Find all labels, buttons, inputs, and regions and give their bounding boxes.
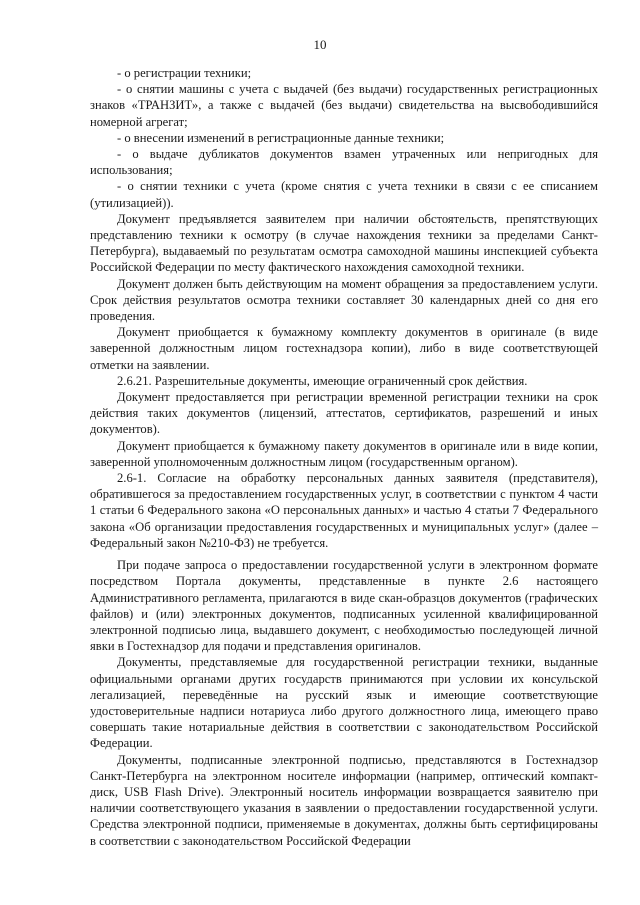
paragraph-attachment: Документ приобщается к бумажному комплекту документов в оригинале (в виде заверенной должностным лицом гостехнадзора копии), либо в виде соответствующей отметки на заявлении. bbox=[90, 325, 598, 372]
paragraph-validity: Документ должен быть действующим на момент обращения за предоставлением услуги. Срок действия результатов осмотра техники составляет 30 календарных дней со дня его проведения. bbox=[90, 276, 598, 324]
list-item-registration: - о регистрации техники; bbox=[117, 66, 252, 80]
paragraph-temporary-registration: Документ предоставляется при регистрации временной регистрации техники на срок действия таких документов (лицензий, аттестатов, сертификатов, разрешений и иных документов). bbox=[90, 390, 598, 437]
list-item-duplicates: - о выдаче дубликатов документов взамен утраченных или непригодных для использования; bbox=[90, 147, 598, 178]
page-number: 10 bbox=[313, 37, 327, 52]
paragraph-electronic-request: При подаче запроса о предоставлении государственной услуги в электронном формате посредством Портала документы, представленные в пункте 2.6 настоящего Административного регламента, прилагаются в виде скан-образцов документов (графических файлов) и (или) электронных документов, подписанных усиленной квалифицированной электронной подписью лица, выдавшего документ, с необходимостью последующей личной явки в Гостехнадзор для подачи и представления оригиналов. bbox=[90, 558, 598, 654]
paragraph-paper-package: Документ приобщается к бумажному пакету документов в оригинале или в виде копии, заверенной уполномоченным должностным лицом (государственным органом). bbox=[90, 438, 598, 469]
section-2-6-21: 2.6.21. Разрешительные документы, имеющие ограниченный срок действия. bbox=[117, 373, 528, 388]
list-item-deregistration: - о снятии техники с учета (кроме снятия с учета техники в связи с ее списанием (утилизацией)). bbox=[90, 179, 598, 210]
list-item-data-changes: - о внесении изменений в регистрационные данные техники; bbox=[117, 130, 445, 145]
paragraph-electronic-signature: Документы, подписанные электронной подписью, представляются в Гостехнадзор Санкт-Петербурга на электронном носителе информации (например, оптический компакт-диск, USB Flash Drive). Электронный носитель информации возвращается заявителю при наличии соответствующего указания в заявлении о предоставлении государственной услуги. Средства электронной подписи, применяемые в документах, должны быть сертифицированы в соответствии с законодательством Российской Федерации bbox=[90, 752, 598, 848]
document-body bbox=[90, 65, 598, 849]
paragraph-inspection-document: Документ предъявляется заявителем при наличии обстоятельств, препятствующих представлению техники к осмотру (в случае нахождения техники за пределами Санкт-Петербурга), выдаваемый по результатам осмотра самоходной машины инспекцией субъекта Российской Федерации по месту фактического нахождения самоходной техники. bbox=[90, 211, 598, 275]
paragraph-foreign-documents: Документы, представляемые для государственной регистрации техники, выданные официальными органами других государств принимаются при условии их консульской легализацией, переведённые на русский язык и имеющие соответствующие удостоверительные надписи нотариуса либо другого должностного лица, имеющего право совершать такие нотариальные действия в соответствии с законодательством Российской Федерации. bbox=[90, 655, 598, 751]
section-2-6-1: 2.6-1. Согласие на обработку персональных данных заявителя (представителя), обратившегося за предоставлением государственных услуг, в соответствии с пунктом 4 части 1 статьи 6 Федерального закона «О персональных данных» и частью 4 статьи 7 Федерального закона «Об организации предоставления государственных и муниципальных услуг» (далее – Федеральный закон №210-ФЗ) не требуется. bbox=[90, 471, 598, 550]
list-item-deregistration-transit: - о снятии машины с учета с выдачей (без выдачи) государственных регистрационных знаков «ТРАНЗИТ», а также с выдачей (без выдачи) свидетельства на высвободившийся номерной агрегат; bbox=[90, 82, 598, 129]
